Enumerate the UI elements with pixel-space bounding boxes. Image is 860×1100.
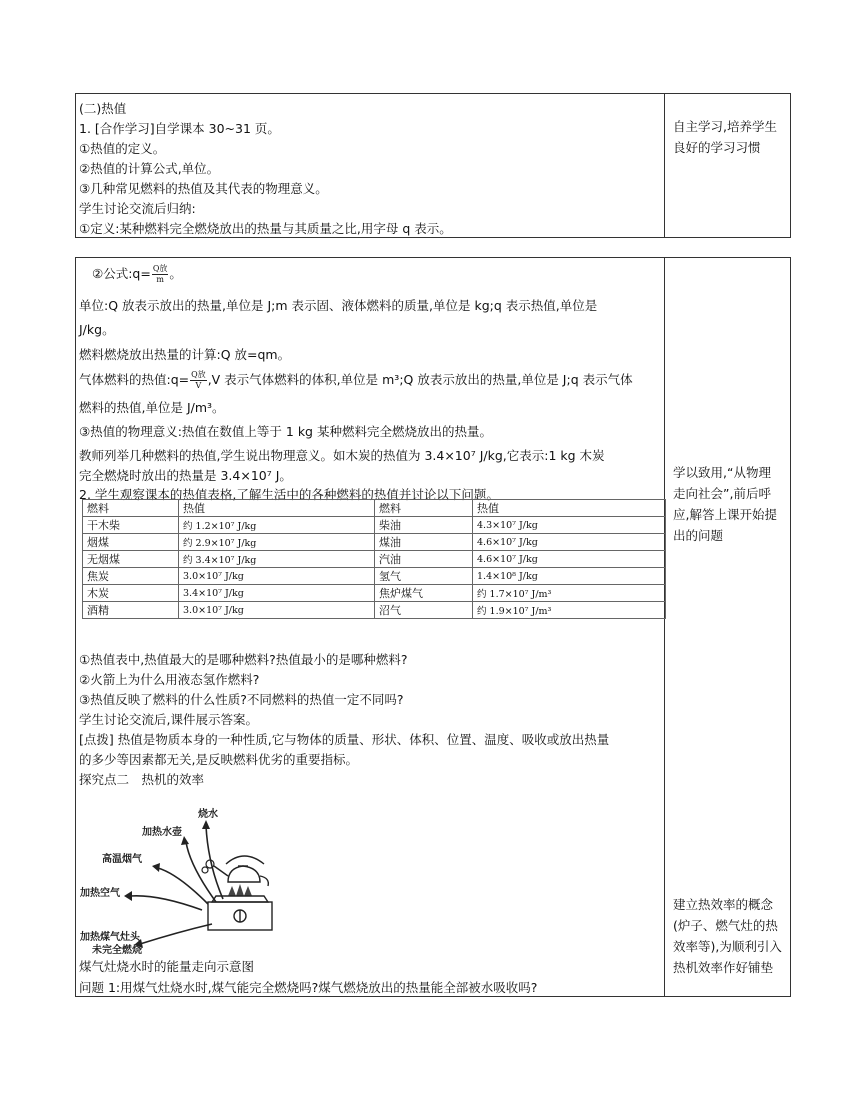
fuel-value: 约 1.2×10⁷ J/kg [179,517,375,534]
table-header: 燃料 [83,500,179,517]
formula-suffix: 。 [169,266,182,281]
meaning-line: ③热值的物理意义:热值在数值上等于 1 kg 某种燃料完全燃烧放出的热量。 [79,424,492,439]
fuel-name: 柴油 [375,517,473,534]
calc-line: 燃料燃烧放出热量的计算:Q 放=qm。 [79,347,291,362]
stove-icon [208,896,272,930]
table-row [83,517,666,534]
label-incomplete: 未完全燃烧 [92,945,142,954]
question-item: ③热值反映了燃料的什么性质?不同燃料的热值一定不同吗? [79,692,404,707]
arrow-air [130,896,202,910]
gas-denominator: V [195,381,202,390]
formula-line [92,264,182,285]
table-header: 燃料 [375,500,473,517]
fuel-name: 氢气 [375,568,473,585]
table-row [83,534,666,551]
table-row [83,551,666,568]
fuel-name: 焦炭 [83,568,179,585]
question-item: ②火箭上为什么用液态氢作燃料? [79,672,260,687]
formula-numerator: Q放 [152,264,168,273]
fuel-value: 4.6×10⁷ J/kg [473,534,666,551]
label-kettle: 加热水壶 [142,827,182,838]
design-note: 建立热效率的概念(炉子、燃气灶的热效率等),为顺利引入热机效率作好铺垫 [673,897,782,975]
question-item: ①热值表中,热值最大的是哪种燃料?热值最小的是哪种燃料? [79,652,408,667]
formula-fraction [152,264,169,285]
table-header: 热值 [473,500,666,517]
fuel-value: 4.3×10⁷ J/kg [473,517,666,534]
flame-icon [228,884,252,896]
fuel-name: 焦炉煤气 [375,585,473,602]
fuel-value: 约 3.4×10⁷ J/kg [179,551,375,568]
unit-line: J/kg。 [79,322,115,337]
fuel-value: 1.4×10⁸ J/kg [473,568,666,585]
label-burner: 加热煤气灶头 [80,932,140,943]
fuel-name: 酒精 [83,602,179,619]
label-smoke: 高温烟气 [102,854,142,865]
formula-prefix: ②公式:q= [92,266,151,281]
formula-denominator: m [156,275,164,284]
note-column [665,94,790,237]
fuel-name: 木炭 [83,585,179,602]
study-item: ①热值的定义。 [79,141,166,156]
fuel-value: 约 1.9×10⁷ J/m³ [473,602,666,619]
gas-rest: ,V 表示气体燃料的体积,单位是 m³;Q 放表示放出的热量,单位是 J;q 表示气体 [207,372,633,387]
question-line: 问题 1:用煤气灶烧水时,煤气能完全燃烧吗?煤气燃烧放出的热量能全部被水吸收吗? [79,980,538,995]
fuel-name: 煤油 [375,534,473,551]
diagram-caption: 煤气灶烧水时的能量走向示意图 [79,959,255,974]
table-header-row [83,500,666,517]
unit-line: 单位:Q 放表示放出的热量,单位是 J;m 表示固、液体燃料的质量,单位是 kg;q 表示热值,单位是 [79,298,598,313]
gas-numerator: Q放 [191,370,206,379]
content-column [76,258,665,996]
label-boil: 烧水 [198,809,218,820]
arrow-kettle [186,842,216,902]
content-column [76,94,665,237]
fuel-value: 3.0×10⁷ J/kg [179,568,375,585]
fuel-value: 4.6×10⁷ J/kg [473,551,666,568]
fuel-name: 汽油 [375,551,473,568]
energy-flow-diagram [78,804,278,954]
fuel-value: 3.4×10⁷ J/kg [179,585,375,602]
study-instruction: 1. [合作学习]自学课本 30~31 页。 [79,121,280,136]
summary-intro: 学生讨论交流后归纳: [79,201,196,216]
table-row [83,568,666,585]
arrow-heads [124,820,210,948]
table-intro: 2. 学生观察课本的热值表格,了解生活中的各种燃料的热值并讨论以下问题。 [79,487,499,502]
fuel-heat-value-table [82,499,666,619]
teacher-line: 教师列举几种燃料的热值,学生说出物理意义。如木炭的热值为 3.4×10⁷ J/kg,它表示:1 kg 木炭 [79,448,605,463]
design-note: 自主学习,培养学生良好的学习习惯 [673,119,777,155]
fuel-value: 约 2.9×10⁷ J/kg [179,534,375,551]
fuel-name: 干木柴 [83,517,179,534]
gas-formula-line [79,370,633,391]
section-heading: (二)热值 [79,101,127,116]
section-box-formula [75,257,791,997]
design-note: 学以致用,“从物理走向社会”,前后呼应,解答上课开始提出的问题 [673,465,777,543]
arrow-boil [206,826,223,899]
fuel-name: 烟煤 [83,534,179,551]
study-item: ③几种常见燃料的热值及其代表的物理意义。 [79,181,328,196]
energy-arrows [130,826,223,944]
arrow-burner [140,924,212,944]
study-item: ②热值的计算公式,单位。 [79,161,220,176]
table-row [83,585,666,602]
kettle-icon [214,856,268,886]
note-column [665,258,790,996]
answer-line: 学生讨论交流后,课件展示答案。 [79,712,258,727]
fuel-value: 约 1.7×10⁷ J/m³ [473,585,666,602]
definition-line: ①定义:某种燃料完全燃烧放出的热量与其质量之比,用字母 q 表示。 [79,221,452,236]
table-row [83,602,666,619]
label-air: 加热空气 [80,888,120,899]
tip-line: 的多少等因素都无关,是反映燃料优劣的重要指标。 [79,752,358,767]
fuel-name: 无烟煤 [83,551,179,568]
section-box-heat-value [75,93,791,238]
tip-line: [点拨] 热值是物质本身的一种性质,它与物体的质量、形状、体积、位置、温度、吸收或放出热量 [79,732,610,747]
section-title: 探究点二 热机的效率 [79,772,205,787]
gas-fraction [190,370,207,391]
table-header: 热值 [179,500,375,517]
gas-unit-line: 燃料的热值,单位是 J/m³。 [79,400,225,415]
fuel-name: 沼气 [375,602,473,619]
fuel-value: 3.0×10⁷ J/kg [179,602,375,619]
gas-prefix: 气体燃料的热值:q= [79,372,190,387]
teacher-line: 完全燃烧时放出的热量是 3.4×10⁷ J。 [79,468,292,483]
